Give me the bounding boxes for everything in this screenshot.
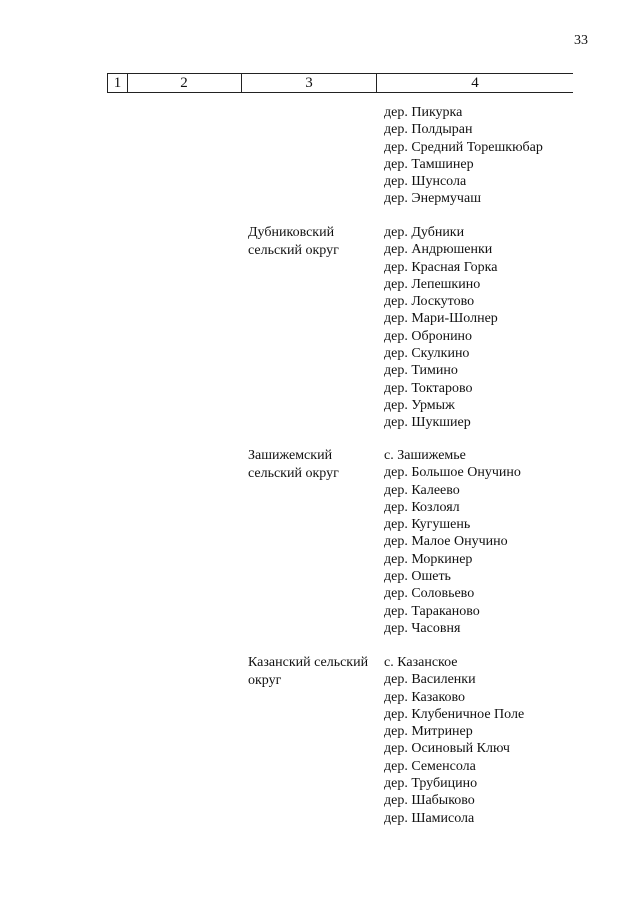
locality-item: дер. Тараканово [384,603,480,619]
table-header [107,73,573,93]
locality-item: дер. Урмыж [384,397,455,413]
locality-item: дер. Красная Горка [384,259,498,275]
locality-item: дер. Казаково [384,689,466,705]
locality-item: дер. Лепешкино [384,276,481,292]
locality-list [384,104,584,208]
locality-item: дер. Малое Онучино [384,534,508,550]
locality-item: дер. Осиновый Ключ [384,741,510,757]
locality-list [384,654,584,827]
locality-item: дер. Дубники [384,225,465,240]
locality-item: дер. Часовня [384,620,461,636]
column-header-1: 1 [107,74,128,92]
locality-list [384,447,584,637]
locality-item: дер. Мари-Шолнер [384,311,498,327]
locality-item: дер. Ошеть [384,569,451,585]
district-name: Зашижемский сельский округ [248,448,339,481]
locality-item: дер. Андрюшенки [384,242,493,258]
locality-item: дер. Шабыково [384,793,475,809]
district-name: Дубниковский сельский округ [248,225,339,258]
locality-item: дер. Семенсола [384,758,476,774]
locality-item: дер. Тамшинер [384,156,474,172]
page-number: 33 [574,33,588,48]
locality-item: дер. Энермучаш [384,191,481,207]
column-header-2: 2 [127,74,242,92]
locality-item: дер. Василенки [384,672,476,688]
locality-item: дер. Козлоял [384,499,460,515]
locality-item: дер. Шунсола [384,174,467,190]
locality-item: дер. Соловьево [384,586,475,602]
locality-item: дер. Средний Торешкюбар [384,139,543,155]
column-header-3: 3 [242,74,377,92]
locality-list [384,224,584,432]
locality-item: дер. Калеево [384,482,460,498]
locality-item: дер. Тимино [384,363,458,379]
locality-item: дер. Большое Онучино [384,465,521,481]
locality-item: дер. Трубицино [384,776,478,792]
locality-item: дер. Скулкино [384,346,470,362]
locality-item: дер. Митринер [384,724,473,740]
locality-item: дер. Клубеничное Поле [384,706,525,722]
locality-item: дер. Лоскутово [384,294,475,310]
locality-item: дер. Моркинер [384,551,473,567]
locality-item: дер. Шамисола [384,810,475,826]
locality-item: дер. Полдыран [384,122,473,138]
locality-item: дер. Токтарово [384,380,473,396]
locality-item: дер. Шукшиер [384,415,471,431]
locality-item: дер. Кугушень [384,517,471,533]
locality-item: с. Зашижемье [384,448,466,463]
locality-item: дер. Пикурка [384,105,463,120]
column-header-4: 4 [471,75,479,91]
locality-item: дер. Обронино [384,328,473,344]
district-name: Казанский сельский округ [248,655,369,688]
locality-item: с. Казанское [384,655,458,670]
